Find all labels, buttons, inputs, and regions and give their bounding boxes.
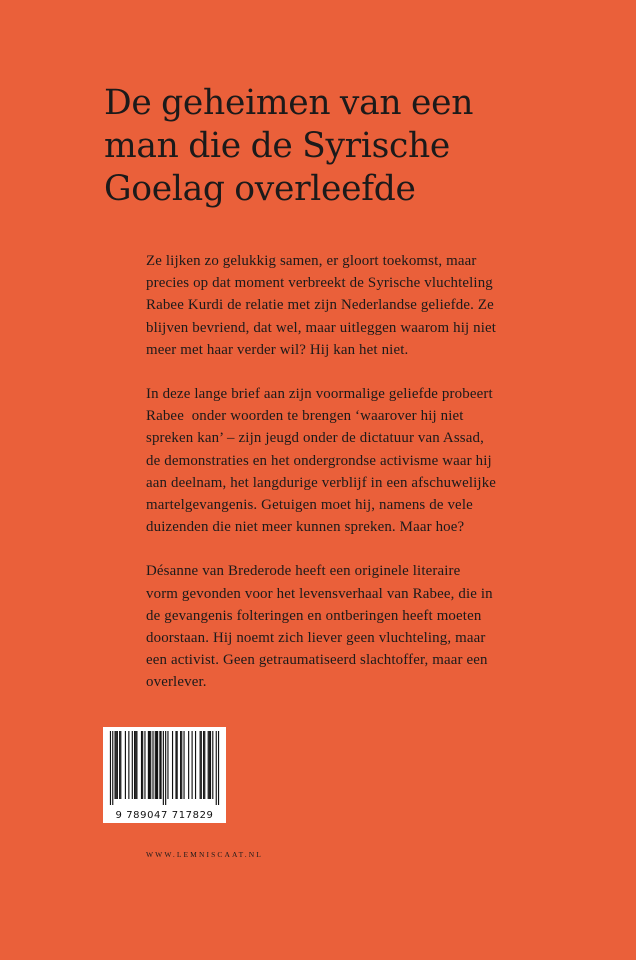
barcode-bar <box>112 731 113 805</box>
publisher-website: WWW.LEMNISCAAT.NL <box>146 850 263 859</box>
barcode-bar <box>210 731 211 799</box>
barcode-bar <box>195 731 196 799</box>
barcode-digits: 9 789047 717829 <box>115 810 214 821</box>
barcode-bar <box>172 731 173 799</box>
blurb-line: de gevangenis folteringen en ontberingen heeft moeten <box>146 607 482 624</box>
barcode-bars <box>103 727 226 809</box>
barcode-bar <box>183 731 184 799</box>
blurb-line: martelgevangenis. Getuigen moet hij, namens de vele <box>146 497 473 514</box>
blurb-line: meer met haar verder wil? Hij kan het niet. <box>146 341 409 358</box>
barcode-bar <box>163 731 164 805</box>
blurb-line: vorm gevonden voor het levensverhaal van Rabee, die in <box>146 585 493 602</box>
headline-line: man die de Syrische <box>104 126 451 166</box>
blurb-line: Désanne van Brederode heeft een originele literaire <box>146 563 461 580</box>
blurb-line: doorstaan. Hij noemt zich liever geen vluchteling, maar <box>146 630 486 647</box>
barcode-bar <box>150 731 151 799</box>
barcode-bar <box>157 731 158 799</box>
barcode-bar <box>160 731 161 799</box>
barcode-bar <box>216 731 217 805</box>
barcode-bar <box>218 731 219 805</box>
blurb-line: In deze lange brief aan zijn voormalige geliefde probeert <box>146 386 493 403</box>
blurb-line: Rabee Kurdi de relatie met zijn Nederlandse geliefde. Ze <box>146 297 494 314</box>
barcode-bar <box>144 731 145 799</box>
barcode-bar <box>134 731 135 799</box>
barcode-bar <box>175 731 176 799</box>
barcode-bar <box>212 731 213 799</box>
barcode-bar <box>200 731 201 799</box>
barcode-bar <box>117 731 118 799</box>
barcode-bar <box>180 731 181 799</box>
barcode-bar <box>188 731 189 799</box>
barcode-bar <box>119 731 120 799</box>
barcode-bar <box>125 731 126 799</box>
barcode-bar <box>177 731 178 799</box>
barcode-bar <box>148 731 149 799</box>
barcode-bar <box>181 731 182 799</box>
headline-line: Goelag overleefde <box>104 169 416 209</box>
blurb-line: spreken kan’ – zijn jeugd onder de dictatuur van Assad, <box>146 430 484 447</box>
barcode-bar <box>136 731 137 799</box>
barcode-bar <box>159 731 160 799</box>
blurb-line: overlever. <box>146 674 207 691</box>
headline-line: De geheimen van een <box>104 83 474 123</box>
barcode-bar <box>209 731 210 799</box>
barcode-bar <box>167 731 168 799</box>
blurb-line: blijven bevriend, dat wel, maar uitleggen waarom hij niet <box>146 319 497 336</box>
barcode-bar <box>114 731 115 799</box>
barcode-bar <box>201 731 202 799</box>
isbn-barcode <box>103 727 226 823</box>
barcode-bar <box>149 731 150 799</box>
blurb-line: een activist. Geen getraumatiseerd slachtoffer, maar een <box>146 652 488 669</box>
barcode-bar <box>120 731 121 799</box>
barcode-bar <box>110 731 111 805</box>
barcode-bar <box>116 731 117 799</box>
barcode-bar <box>132 731 133 799</box>
blurb-paragraph <box>146 383 596 538</box>
barcode-bar <box>156 731 157 799</box>
barcode-bar <box>152 731 153 799</box>
barcode-bar <box>208 731 209 799</box>
blurb-line: precies op dat moment verbreekt de Syrische vluchteling <box>146 275 493 292</box>
barcode-bar <box>204 731 205 799</box>
barcode-bar <box>142 731 143 799</box>
barcode-bar <box>141 731 142 799</box>
blurb-line: de demonstraties en het ondergrondse activisme waar hij <box>146 452 492 469</box>
back-cover-headline <box>104 82 584 211</box>
blurb-line: duizenden die niet meer kunnen spreken. Maar hoe? <box>146 519 465 536</box>
barcode-bar <box>203 731 204 799</box>
blurb-line: Ze lijken zo gelukkig samen, er gloort toekomst, maar <box>146 253 477 269</box>
barcode-bar <box>135 731 136 799</box>
barcode-bar <box>128 731 129 799</box>
blurb-line: Rabee onder woorden te brengen ‘waarover hij niet <box>146 408 464 425</box>
barcode-bar <box>155 731 156 799</box>
blurb-line: aan deelnam, het langdurige verblijf in een afschuwelijke <box>146 474 497 491</box>
blurb-paragraph <box>146 250 596 361</box>
blurb <box>146 250 596 716</box>
barcode-bar <box>165 731 166 805</box>
blurb-paragraph <box>146 560 596 693</box>
barcode-bar <box>192 731 193 799</box>
